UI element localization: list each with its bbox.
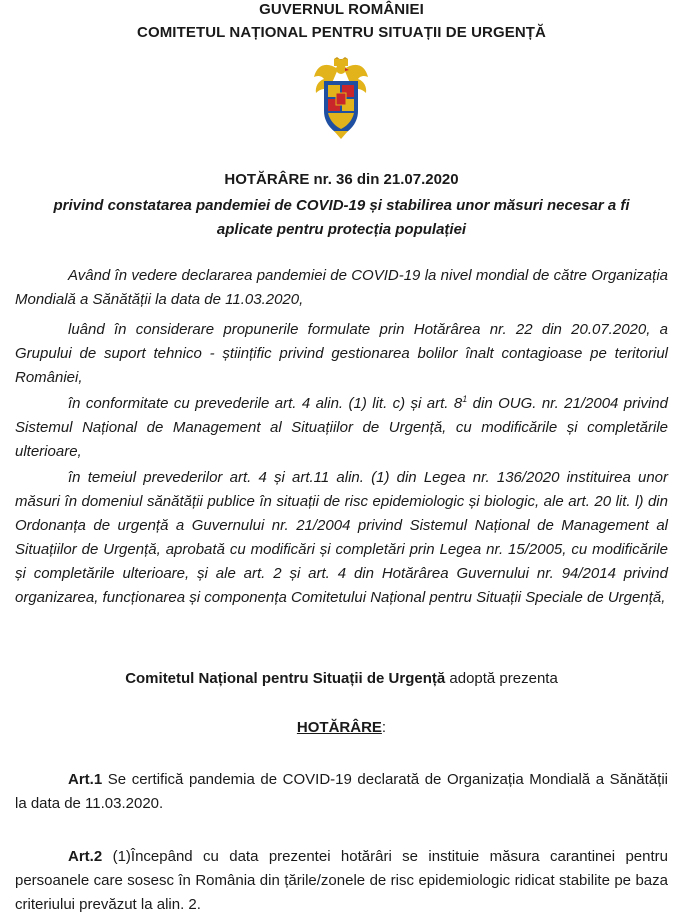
preamble-paragraph-3-end: din OUG. nr. 21/2004 privind Sistemul Național de Management al Situațiilor de Urgență, cu modificările și completările ulterioare,: [15, 395, 668, 460]
decision-subtitle: privind constatarea pandemiei de COVID-19 și stabilirea unor măsuri necesar a fi aplicate pentru protecția populației: [53, 197, 630, 238]
committee-name: Comitetul Național pentru Situații de Urgență: [125, 670, 446, 687]
romanian-coat-of-arms-icon: [312, 57, 370, 139]
preamble-paragraph-2: luând în considerare propunerile formulate prin Hotărârea nr. 22 din 20.07.2020, a Grupului de suport tehnico - științific privind gestionarea bolilor înalt contagioase pe teritoriul României,: [15, 321, 668, 386]
decision-heading-word: HOTĂRÂRE: [296, 719, 382, 736]
decision-heading-colon: :: [381, 719, 387, 736]
preamble-paragraph-3: [15, 392, 668, 464]
committee-header: COMITETUL NAȚIONAL PENTRU SITUAȚII DE URGENȚĂ: [137, 24, 546, 41]
superscript: 1: [462, 394, 468, 404]
decision-title: HOTĂRÂRE nr. 36 din 21.07.2020: [224, 171, 459, 188]
preamble-paragraph-3-start: în conformitate cu prevederile art. 4 alin. (1) lit. c) și art. 8: [68, 395, 463, 412]
government-header: GUVERNUL ROMÂNIEI: [259, 1, 424, 18]
article-1: [15, 768, 668, 816]
decision-heading: [0, 719, 683, 736]
preamble-paragraph-4: în temeiul prevederilor art. 4 și art.11 alin. (1) din Legea nr. 136/2020 instituirea unor măsuri în domeniul sănătății publice în situații de risc epidemiologic și biologic, ale art. 20 lit. l) din Ordonanța de urgență a Guvernului nr. 21/2004 privind Sistemul Național de Management al Situațiilor de Urgență, aprobată cu modificări și completări prin Legea nr. 15/2005, cu modificările și completările ulterioare, și ale art. 2 și art. 4 din Hotărârea Guvernului nr. 94/2014 privind organizarea, funcționarea și componența Comitetului Național pentru Situații Speciale de Urgență,: [15, 469, 668, 606]
article-1-label: Art.1: [68, 771, 103, 788]
article-2-label: Art.2: [68, 848, 103, 865]
article-1-text: Se certifică pandemia de COVID-19 declarată de Organizația Mondială a Sănătății la data de 11.03.2020.: [15, 771, 668, 812]
adoption-verb: adoptă prezenta: [445, 670, 558, 687]
adoption-statement: [0, 670, 683, 687]
preamble-paragraph-1: Având în vedere declararea pandemiei de COVID-19 la nivel mondial de către Organizația Mondială a Sănătății la data de 11.03.2020,: [15, 267, 668, 308]
article-2-text: (1)Începând cu data prezentei hotărâri se instituie măsura carantinei pentru persoanele care sosesc în România din țările/zonele de risc epidemiologic ridicat stabilite pe baza criteriului prevăzut la alin. 2.: [15, 848, 668, 913]
article-2: [15, 845, 668, 917]
